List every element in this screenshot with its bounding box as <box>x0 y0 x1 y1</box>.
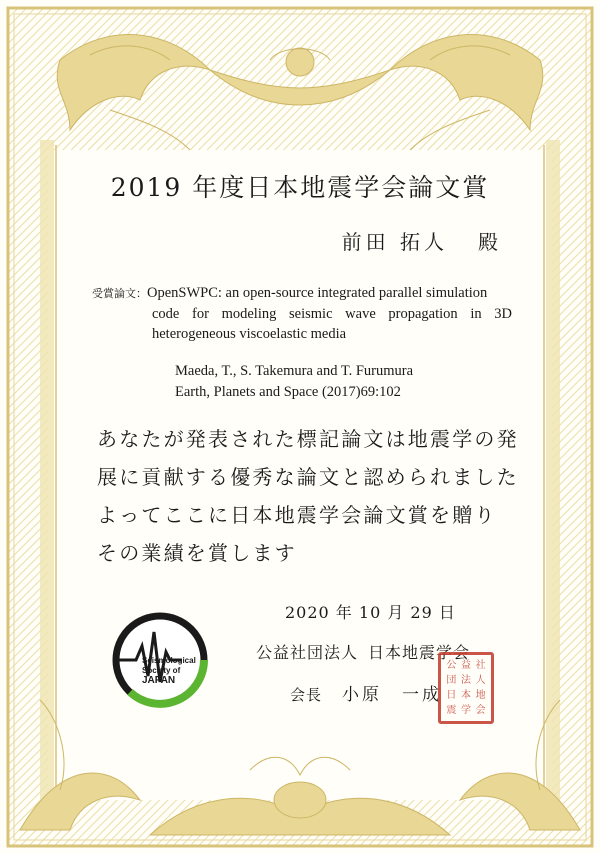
seal-char: 法 <box>460 674 471 686</box>
seal-char: 団 <box>446 674 457 686</box>
org-type: 公益社団法人 <box>256 643 359 662</box>
official-seal <box>438 652 494 724</box>
award-statement <box>97 420 517 572</box>
president <box>290 680 442 705</box>
seal-char: 本 <box>460 689 471 701</box>
seal-char: 社 <box>475 659 486 671</box>
seal-char: 人 <box>475 674 486 686</box>
seal-char: 益 <box>460 659 471 671</box>
logo-line1: Seismological <box>142 656 196 665</box>
statement-line: 展に貢献する優秀な論文と認められました <box>97 465 519 489</box>
seal-char: 会 <box>475 704 486 716</box>
paper-title-line1: OpenSWPC: an open-source integrated parallel simulation <box>147 285 488 301</box>
recipient-name: 前田 拓人 <box>341 230 448 254</box>
award-title: 2019 年度日本地震学会論文賞 <box>110 173 490 202</box>
recipient-honorific: 殿 <box>478 230 502 254</box>
seal-char: 震 <box>446 704 457 716</box>
statement-line: その業績を賞します <box>97 541 297 565</box>
paper-label: 受賞論文： <box>92 287 147 300</box>
awarded-paper <box>92 283 512 344</box>
org-name: 日本地震学会 <box>368 643 471 662</box>
seal-char: 公 <box>446 659 457 671</box>
recipient <box>342 226 502 255</box>
award-date: 2020 年 10 月 29 日 <box>285 603 456 622</box>
seal-char: 学 <box>460 704 471 716</box>
paper-journal: Earth, Planets and Space (2017)69:102 <box>175 384 401 400</box>
paper-title-rest: code for modeling seismic wave propagation in 3D heterogeneous viscoelastic media <box>152 306 512 342</box>
seal-char: 日 <box>446 689 457 701</box>
statement-line: あなたが発表された標記論文は地震学の発 <box>97 427 519 451</box>
president-name: 小原 一成 <box>342 685 443 705</box>
citation <box>175 361 413 403</box>
paper-authors: Maeda, T., S. Takemura and T. Furumura <box>175 363 414 379</box>
statement-line: よってここに日本地震学会論文賞を贈り <box>97 503 497 527</box>
ssj-logo-text <box>142 656 212 686</box>
president-title: 会長 <box>290 686 323 704</box>
seal-char: 地 <box>475 689 486 701</box>
logo-line3: JAPAN <box>142 675 176 686</box>
logo-line2: Society of <box>142 666 181 675</box>
